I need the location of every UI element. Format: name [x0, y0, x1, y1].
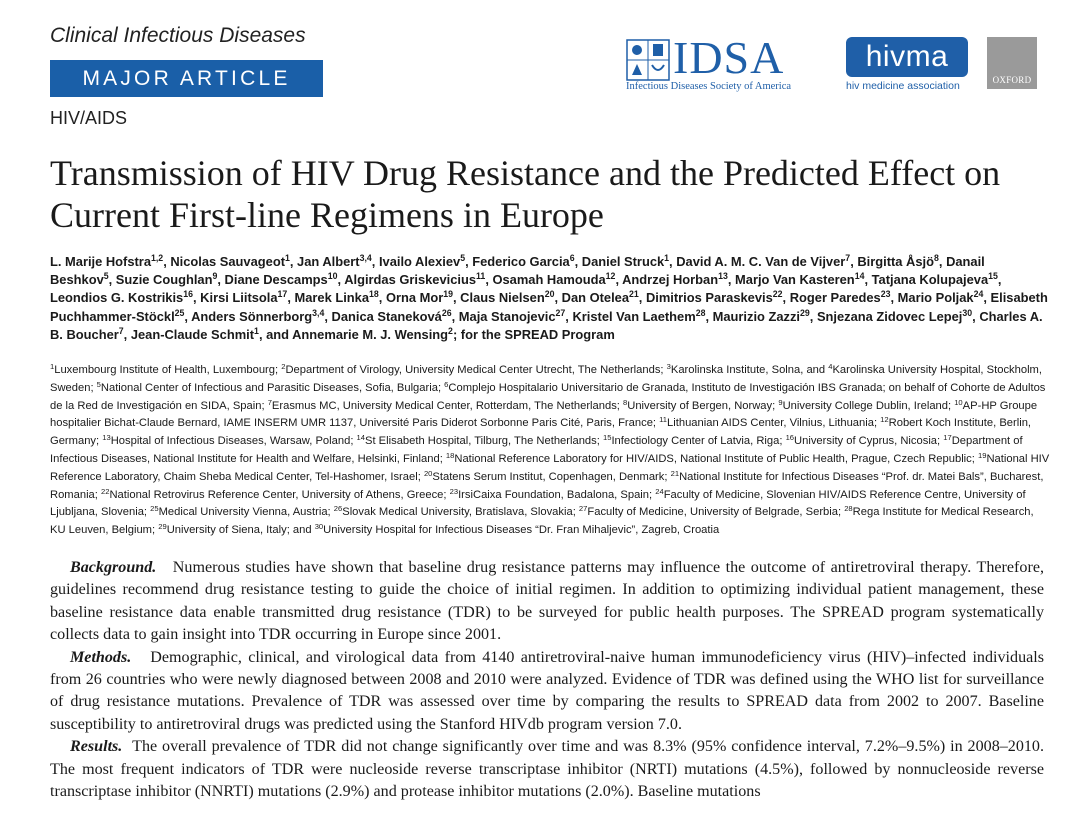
author-name: Leondios G. Kostrikis [50, 290, 184, 306]
affiliation-number: 9 [778, 397, 783, 407]
author-name: Federico Garcia [472, 254, 570, 269]
affiliation-text: University of Siena, Italy; and [166, 524, 315, 537]
affiliation-number: 3 [666, 361, 671, 371]
author-name: Elisabeth Puchhammer-Stöckl [50, 290, 1048, 324]
author-name: Marek Linka [294, 290, 369, 306]
author-name: Dimitrios Paraskevis [645, 290, 773, 306]
affiliation-number: 12 [880, 415, 889, 425]
affiliation-text: Statens Serum Institut, Copenhagen, Denmark [432, 470, 665, 483]
affiliation-number: 8 [623, 397, 628, 407]
affiliation-text: Karolinska Institute, Solna, and [670, 364, 829, 376]
affiliation-text: Karolinska University Hospital, Stockholm, Sweden [50, 364, 1042, 394]
abstract-methods-text: Demographic, clinical, and virological data from 4140 antiretroviral-naive human immunodeficiency virus (HIV)–infected individuals from 26 countries who were newly diagnosed between 2008 and 2010 were analyzed. Evidence of TDR was defined using the WHO list for surveillance of drug resistance mutations. Prevalence of TDR was assessed over time by comparing the results to SPREAD data from 2002 to 2007. Baseline susceptibility to antiretroviral drugs was predicted using the Stanford HIVdb program version 7.0. [50, 648, 1044, 733]
abstract-methods [50, 647, 1044, 736]
affiliation-list-content: $^1$Luxembourg Institute of Health, Luxembourg; $^2$Department of Virology, University Medical Center Utrecht, The Netherlands; $^3$Karolinska Institute, Solna, and $^4$Karolinska University Hospital, Stockholm, Sweden; $^5$National Center of Infectious and Parasitic Diseases, Sofia, Bulgaria; $^6$Complejo Hospitalario Universitario de Granada, Instituto de Investigación IBS Granada; on behalf of Cohorte de Adultos de la Red de Investigación en SIDA, Spain; $^7$Erasmus MC, University Medical Center, Rotterdam, The Netherlands; $^8$University of Bergen, Norway; $^9$University College Dublin, Ireland; $^{10}$AP-HP Groupe hospitalier Bichat-Claude Bernard, IAME INSERM UMR 1137, Université Paris Diderot Sorbonne Paris Cité, Paris, France; $^{11}$Lithuanian AIDS Center, Vilnius, Lithuania; $^{12}$Robert Koch Institute, Berlin, Germany; $^{13}$Hospital of Infectious Diseases, Warsaw, Poland; $^{14}$St Elisabeth Hospital, Tilburg, The Netherlands; $^{15}$Infectiology Center of Latvia, Riga; $^{16}$University of Cyprus, Nicosia; $^{17}$Department of Infectious Diseases, National Institute for Health and Welfare, Helsinki, Finland; $^{18}$National Reference Laboratory for HIV/AIDS, National Institute of Public Health, Prague, Czech Republic; $^{19}$National HIV Reference Laboratory, Chaim Sheba Medical Center, Tel-Hashomer, Israel; $^{20}$Statens Serum Institut, Copenhagen, Denmark; $^{21}$National Institute for Infectious Diseases “Prof. dr. Matei Bals”, Bucharest, Romania; $^{22}$National Retrovirus Reference Center, University of Athens, Greece; $^{23}$IrsiCaixa Foundation, Badalona, Spain; $^{24}$Faculty of Medicine, Slovenian HIV/AIDS Reference Centre, University of Ljubljana, Slovenia; $^{25}$Medical University Vienna, Austria; $^{26}$Slovak Medical University, Bratislava, Slovakia; $^{27}$Faculty of Medicine, University of Belgrade, Serbia; $^{28}$Rega Institute for Medical Research, KU Leuven, Belgium; $^{29}$University of Siena, Italy; and $^{30}$University Hospital for Infectious Diseases “Dr. Fran Mihaljevic”, Zagreb, Croatia [50, 361, 1050, 537]
affiliation-text: Slovak Medical University, Bratislava, Slovakia [342, 506, 573, 519]
author-affiliation-number: 1 [664, 253, 670, 264]
hivma-logo [846, 37, 972, 95]
author-name: Nicolas Sauvageot [170, 254, 285, 269]
affiliation-number: 2 [281, 361, 286, 371]
affiliation-text: IrsiCaixa Foundation, Badalona, Spain [458, 488, 650, 501]
author-name: Danail Beshkov [50, 254, 985, 288]
author-affiliation-number: 20 [544, 289, 555, 300]
author-name: Danica Staneková [331, 308, 442, 324]
affiliation-list [50, 362, 1050, 540]
author-affiliation-number: 6 [569, 253, 575, 264]
affiliation-number: 6 [444, 379, 449, 389]
abstract-background-label: Background. [70, 559, 157, 576]
affiliation-text: Hospital of Infectious Diseases, Warsaw, Poland [110, 435, 351, 448]
author-affiliation-number: 14 [854, 271, 865, 282]
author-affiliation-number: 1 [254, 326, 259, 336]
affiliation-text: National Center of Infectious and Parasitic Diseases, Sofia, Bulgaria [100, 381, 438, 394]
affiliation-number: 10 [954, 397, 963, 407]
section-label: HIV/AIDS [50, 108, 128, 128]
affiliation-number: 25 [150, 504, 159, 514]
author-name: Kirsi Liitsola [200, 290, 278, 306]
affiliation-text: University of Cyprus, Nicosia [794, 435, 938, 448]
affiliation-number: 18 [445, 450, 455, 460]
affiliation-number: 27 [578, 504, 588, 514]
affiliation-text: Robert Koch Institute, Berlin, Germany [50, 417, 1032, 448]
author-affiliation-number: 17 [277, 289, 288, 300]
abstract-background [50, 557, 1044, 646]
author-affiliation-number: 8 [934, 253, 939, 264]
oxford-logo: OXFORD [987, 37, 1037, 89]
abstract-background-text: Numerous studies have shown that baseline drug resistance patterns may influence the outcome of antiretroviral therapy. Therefore, guidelines recommend drug resistance testing to guide the choice of initial regimen. In addition to optimizing individual patient management, these baseline resistance data enable transmitted drug resistance (TDR) to be surveyed for public health purposes. The SPREAD program systematically collects data to gain insight into TDR occurring in Europe since 2001. [50, 559, 1044, 643]
author-affiliation-number: 23 [880, 289, 891, 300]
affiliation-text: University College Dublin, Ireland [782, 399, 948, 412]
author-affiliation-number: 21 [629, 289, 639, 300]
author-name: Ivailo Alexiev [378, 254, 461, 269]
abstract-results-label: Results. [70, 738, 123, 756]
abstract-results-text: The overall prevalence of TDR did not change significantly over time and was 8.3% (95% confidence interval, 7.2%–9.5%) in 2008–2010. The most frequent indicators of TDR were nucleoside reverse transcriptase inhibitor (NRTI) mutations (4.5%), followed by nonnucleoside reverse transcriptase inhibitor (NNRTI) mutations (2.9%) and protease inhibitor mutations (2.0%). Baseline mutations [50, 738, 1045, 800]
author-name: Claus Nielsen [460, 290, 545, 306]
author-affiliation-number: 28 [695, 307, 706, 318]
author-name: Jan Albert [297, 254, 360, 269]
author-list [50, 253, 1050, 344]
affiliation-text: Erasmus MC, University Medical Center, Rotterdam, The Netherlands [271, 399, 617, 412]
author-name: L. Marije Hofstra [50, 254, 151, 269]
author-affiliation-number: 15 [988, 271, 998, 282]
affiliation-text: Faculty of Medicine, University of Belgrade, Serbia [587, 506, 838, 519]
author-affiliation-number: 10 [327, 271, 338, 282]
abstract [50, 557, 1044, 804]
author-name: Annemarie M. J. Wensing [292, 326, 449, 342]
affiliation-number: 26 [333, 504, 343, 514]
author-name: Mario Poljak [897, 290, 974, 306]
affiliation-text: Medical University Vienna, Austria [158, 506, 328, 519]
article-title: Transmission of HIV Drug Resistance and the Predicted Effect on Current First-line Regimens in Europe [50, 153, 1001, 235]
author-name: Orna Mor [385, 290, 444, 306]
affiliation-number: 17 [943, 433, 952, 442]
author-affiliation-number: 16 [183, 289, 193, 300]
affiliation-number: 11 [659, 415, 668, 425]
idsa-emblem-icon [626, 39, 670, 81]
author-affiliation-number: 30 [962, 307, 973, 318]
idsa-logo [626, 32, 836, 95]
affiliation-text: University Hospital for Infectious Diseases “Dr. Fran Mihaljevic”, Zagreb, Croatia [323, 524, 720, 537]
affiliation-text: University of Bergen, Norway [627, 399, 773, 412]
author-name: Kristel Van Laethem [572, 308, 696, 324]
author-affiliation-number: 2 [448, 326, 453, 336]
affiliation-number: 23 [449, 486, 459, 496]
affiliation-number: 7 [267, 397, 272, 407]
author-affiliation-number: 18 [369, 289, 379, 300]
author-affiliation-number: 5 [460, 253, 466, 264]
affiliation-text: Luxembourg Institute of Health, Luxembourg [54, 364, 276, 376]
author-affiliation-number: 7 [845, 253, 851, 264]
affiliation-text: National Retrovirus Reference Center, University of Athens, Greece [109, 488, 444, 501]
author-name: Dan Otelea [561, 290, 629, 306]
author-name: Snjezana Zidovec Lepej [816, 308, 963, 324]
idsa-logo-text: IDSA [673, 32, 785, 83]
author-affiliation-number: 29 [800, 307, 810, 318]
affiliation-text: National HIV Reference Laboratory, Chaim Sheba Medical Center, Tel-Hashomer, Israel [50, 452, 1050, 483]
affiliation-number: 1 [50, 361, 55, 371]
author-name: Daniel Struck [581, 254, 665, 269]
article-type-banner: MAJOR ARTICLE [50, 60, 323, 97]
author-name: David A. M. C. Van de Vijver [676, 254, 846, 269]
author-affiliation-number: 3,4 [312, 307, 325, 318]
author-affiliation-number: 27 [555, 307, 566, 318]
affiliation-number: 28 [844, 504, 853, 514]
author-name: Diane Descamps [224, 272, 328, 288]
author-name: Anders Sönnerborg [191, 308, 313, 324]
affiliation-number: 19 [977, 450, 987, 460]
author-affiliation-number: 19 [443, 289, 453, 300]
author-name: Algirdas Griskevicius [344, 272, 477, 288]
affiliation-number: 5 [96, 379, 101, 389]
author-affiliation-number: 3,4 [359, 253, 372, 264]
abstract-results [50, 736, 1044, 803]
author-affiliation-number: 11 [476, 271, 486, 282]
affiliation-text: Complejo Hospitalario Universitario de Granada, Instituto de Investigación IBS Granada; on behalf of Cohorte de Adultos de la Red de Investigación en SIDA, Spain [50, 381, 1046, 412]
author-name: Charles A. B. Boucher [50, 308, 1043, 342]
author-name: Osamah Hamouda [492, 272, 606, 288]
affiliation-text: Lithuanian AIDS Center, Vilnius, Lithuania [667, 417, 874, 430]
author-name: Suzie Coughlan [115, 272, 213, 288]
affiliation-text: St Elisabeth Hospital, Tilburg, The Netherlands [365, 435, 597, 448]
affiliation-text: Rega Institute for Medical Research, KU Leuven, Belgium [50, 506, 1034, 537]
affiliation-text: Department of Virology, University Medical Center Utrecht, The Netherlands [285, 364, 661, 376]
affiliation-text: National Reference Laboratory for HIV/AIDS, National Institute of Public Health, Prague, Czech Republic [454, 452, 972, 465]
author-affiliation-number: 1,2 [151, 253, 164, 264]
affiliation-number: 24 [655, 486, 664, 496]
author-name: Roger Paredes [789, 290, 881, 306]
author-list-suffix: ; for the SPREAD Program [452, 326, 615, 342]
author-name: Tatjana Kolupajeva [871, 272, 989, 288]
affiliation-text: National Institute for Infectious Diseases “Prof. dr. Matei Bals”, Bucharest, Romania [50, 470, 1044, 501]
author-name: Maurizio Zazzi [712, 308, 801, 324]
idsa-logo-subtitle: Infectious Diseases Society of America [626, 81, 792, 92]
author-name: Birgitta Åsjö [857, 254, 934, 269]
affiliation-number: 30 [314, 521, 324, 531]
author-affiliation-number: 24 [973, 289, 984, 300]
affiliation-number: 16 [785, 433, 795, 442]
author-name: Jean-Claude Schmit [130, 326, 255, 342]
affiliation-number: 4 [828, 361, 833, 371]
hivma-logo-subtitle: hiv medicine association [846, 80, 960, 92]
author-affiliation-number: 26 [441, 307, 452, 318]
affiliation-number: 21 [670, 468, 680, 478]
affiliation-number: 14 [356, 433, 365, 442]
author-affiliation-number: 25 [174, 307, 185, 318]
author-affiliation-number: 5 [103, 271, 109, 282]
author-name: Maja Stanojevic [458, 308, 556, 324]
author-name: Andrzej Horban [622, 272, 719, 288]
author-list-content: L. Marije Hofstra$^{1,2}$, Nicolas Sauvageot$^1$, Jan Albert$^{3,4}$, Ivailo Alexiev$^5$, Federico Garcia$^6$, Daniel Struck$^1$, David A. M. C. Van de Vijver$^7$, Birgitta Åsjö$^8$, Danail Beshkov$^5$, Suzie Coughlan$^9$, Diane Descamps$^{10}$, Algirdas Griskevicius$^{11}$, Osamah Hamouda$^{12}$, Andrzej Horban$^{13}$, Marjo Van Kasteren$^{14}$, Tatjana Kolupajeva$^{15}$, Leondios G. Kostrikis$^{16}$, Kirsi Liitsola$^{17}$, Marek Linka$^{18}$, Orna Mor$^{19}$, Claus Nielsen$^{20}$, Dan Otelea$^{21}$, Dimitrios Paraskevis$^{22}$, Roger Paredes$^{23}$, Mario Poljak$^{24}$, Elisabeth Puchhammer-Stöckl$^{25}$, Anders Sönnerborg$^{3,4}$, Danica Staneková$^{26}$, Maja Stanojevic$^{27}$, Kristel Van Laethem$^{28}$, Maurizio Zazzi$^{29}$, Snjezana Zidovec Lepej$^{30}$, Charles A. B. Boucher$^7$, Jean-Claude Schmit$^1$, and Annemarie M. J. Wensing$^2$ [50, 253, 1048, 342]
affiliation-number: 22 [101, 486, 110, 496]
affiliation-number: 29 [158, 521, 167, 531]
author-affiliation-number: 13 [718, 271, 728, 282]
author-affiliation-number: 1 [284, 253, 290, 264]
affiliation-text: AP-HP Groupe hospitalier Bichat-Claude Bernard, IAME INSERM UMR 1137, Université Paris Diderot Sorbonne Paris Cité, Paris, France [50, 399, 1038, 430]
journal-name: Clinical Infectious Diseases [50, 24, 306, 47]
affiliation-text: Infectiology Center of Latvia, Riga [611, 435, 780, 448]
affiliation-number: 13 [102, 433, 111, 442]
affiliation-number: 15 [602, 433, 612, 442]
hivma-logo-text: hivma [846, 37, 968, 77]
author-name: Marjo Van Kasteren [735, 272, 855, 288]
author-affiliation-number: 22 [772, 289, 783, 300]
affiliation-text: Faculty of Medicine, Slovenian HIV/AIDS Reference Centre, University of Ljubljana, Slovenia [50, 488, 1026, 519]
author-affiliation-number: 9 [212, 271, 218, 282]
affiliation-number: 20 [423, 468, 433, 478]
author-affiliation-number: 12 [605, 271, 616, 282]
abstract-methods-label: Methods. [70, 648, 132, 666]
author-affiliation-number: 7 [118, 326, 124, 336]
affiliation-text: Department of Infectious Diseases, National Institute for Health and Welfare, Helsinki, Finland [50, 435, 1023, 465]
